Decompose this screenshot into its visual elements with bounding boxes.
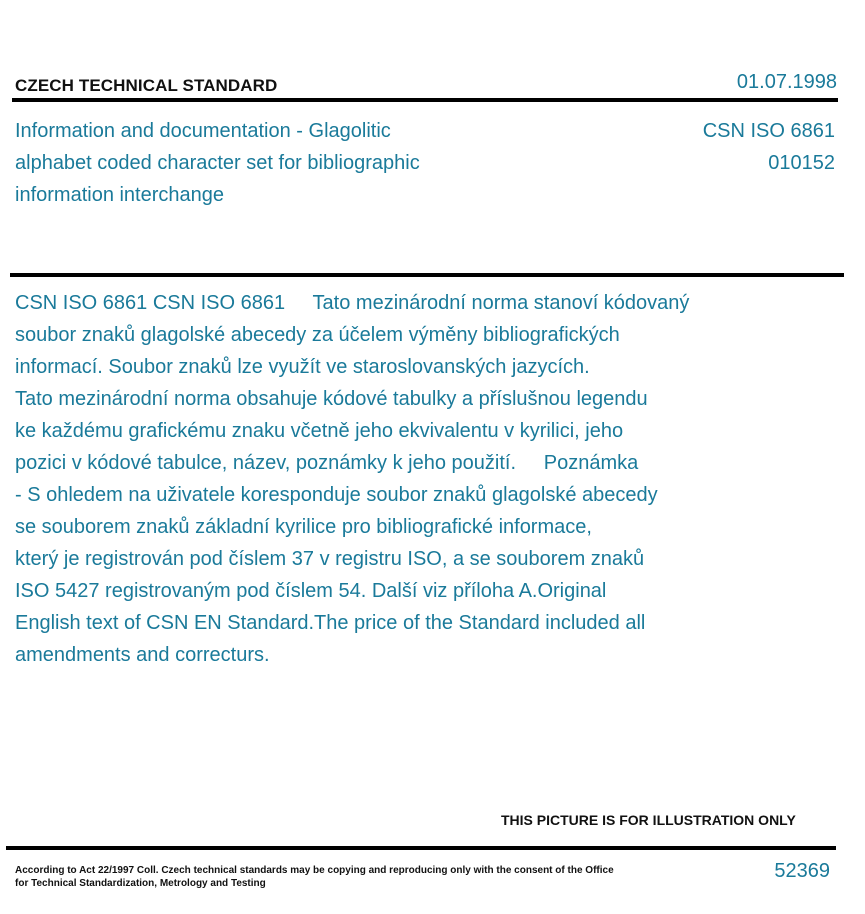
abstract-line: se souborem znaků základní kyrilice pro bibliografické informace, <box>15 516 592 538</box>
classification-code: 010152 <box>768 152 835 174</box>
abstract-line: pozici v kódové tabulce, název, poznámky k jeho použití. Poznámka <box>15 452 639 474</box>
section-rule <box>10 273 844 277</box>
header-rule <box>12 98 838 102</box>
abstract-line: který je registrován pod číslem 37 v registru ISO, a se souborem znaků <box>15 548 645 570</box>
document-title-line: information interchange <box>15 184 225 206</box>
document-abstract <box>15 287 775 671</box>
copyright-line: According to Act 22/1997 Coll. Czech technical standards may be copying and reproducing only with the consent of the Office <box>15 865 614 876</box>
abstract-line: soubor znaků glagolské abecedy za účelem výměny bibliografických <box>15 324 620 346</box>
standard-number: CSN ISO 6861 <box>702 120 835 142</box>
abstract-line: Tato mezinárodní norma obsahuje kódové tabulky a příslušnou legendu <box>15 388 648 410</box>
copyright-line: for Technical Standardization, Metrology and Testing <box>15 878 266 889</box>
standard-type-heading: CZECH TECHNICAL STANDARD <box>15 76 278 95</box>
document-title <box>15 115 485 211</box>
illustration-disclaimer: THIS PICTURE IS FOR ILLUSTRATION ONLY <box>501 812 796 828</box>
abstract-line: amendments and correcturs. <box>15 644 270 666</box>
document-title-line: alphabet coded character set for bibliographic <box>15 152 420 174</box>
abstract-line: ke každému grafickému znaku včetně jeho ekvivalentu v kyrilici, jeho <box>15 420 624 442</box>
abstract-line: informací. Soubor znaků lze využít ve staroslovanských jazycích. <box>15 356 590 378</box>
standard-date: 01.07.1998 <box>736 71 837 93</box>
catalog-number: 52369 <box>774 860 830 882</box>
abstract-line: ISO 5427 registrovaným pod číslem 54. Další viz příloha A.Original <box>15 580 607 602</box>
document-title-line: Information and documentation - Glagolitic <box>15 120 391 142</box>
abstract-line: CSN ISO 6861 CSN ISO 6861 Tato mezinárodní norma stanoví kódovaný <box>15 292 690 314</box>
footer-rule <box>6 846 836 850</box>
document-code <box>703 115 835 179</box>
abstract-line: - S ohledem na uživatele koresponduje soubor znaků glagolské abecedy <box>15 484 658 506</box>
copyright-notice <box>15 864 614 890</box>
abstract-line: English text of CSN EN Standard.The price of the Standard included all <box>15 612 646 634</box>
